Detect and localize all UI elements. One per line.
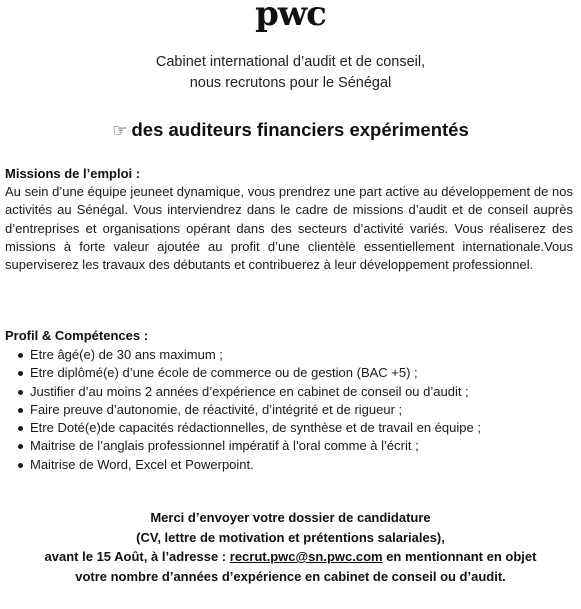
intro-line-2: nous recrutons pour le Sénégal — [189, 75, 392, 91]
profil-item: Justifier d’au moins 2 années d’expérience en cabinet de conseil ou d’audit ; — [16, 383, 481, 401]
profil-item: Maitrise de Word, Excel et Powerpoint. — [16, 456, 481, 474]
profil-item: Maitrise de l’anglais professionnel impératif à l’oral comme à l’écrit ; — [16, 437, 481, 455]
profil-item: Faire preuve d’autonomie, de réactivité, d’intégrité et de rigueur ; — [16, 401, 481, 419]
closing-line-3 — [0, 547, 581, 567]
profil-list — [16, 346, 481, 474]
email-link[interactable]: recrut.pwc@sn.pwc.com — [229, 549, 383, 564]
missions-title: Missions de l’emploi : — [5, 166, 141, 181]
headline-text: des auditeurs financiers expérimentés — [131, 119, 469, 140]
closing-line-2: (CV, lettre de motivation et prétentions salariales), — [136, 529, 445, 545]
closing-line-3-start: avant le 15 Août, à l’adresse : — [44, 549, 230, 564]
pointing-hand-icon: ☞ — [112, 121, 128, 141]
profil-item: Etre âgé(e) de 30 ans maximum ; — [16, 346, 481, 364]
intro-line-1: Cabinet international d’audit et de conseil, — [155, 54, 426, 70]
profil-item: Etre Doté(e)de capacités rédactionnelles, de synthèse et de travail en équipe ; — [16, 419, 481, 437]
job-headline — [0, 118, 581, 143]
intro-text — [0, 52, 581, 94]
closing-text — [0, 508, 581, 586]
profil-title: Profil & Compétences : — [5, 328, 149, 343]
closing-line-1: Merci d’envoyer votre dossier de candidature — [150, 510, 431, 525]
pwc-logo: pwc — [255, 0, 326, 34]
profil-item: Etre diplômé(e) d’une école de commerce ou de gestion (BAC +5) ; — [16, 364, 481, 382]
closing-line-4: votre nombre d’années d’expérience en cabinet de conseil ou d’audit. — [75, 568, 506, 584]
closing-line-3-end: en mentionnant en objet — [382, 549, 537, 564]
missions-paragraph: Au sein d’une équipe jeuneet dynamique, vous prendrez une part active au développement de nos activités au Sénégal. Vous interviendrez dans le cadre de missions d’audit et de conseil auprès d’entreprises et organisations opérant dans des secteurs d’activité variés. Vous réaliserez des missions à forte valeur ajoutée au profit d’une clientèle essentiellement internationale.Vous superviserez les travaux des débutants et contribuerez à leur développement professionnel. — [5, 184, 573, 273]
